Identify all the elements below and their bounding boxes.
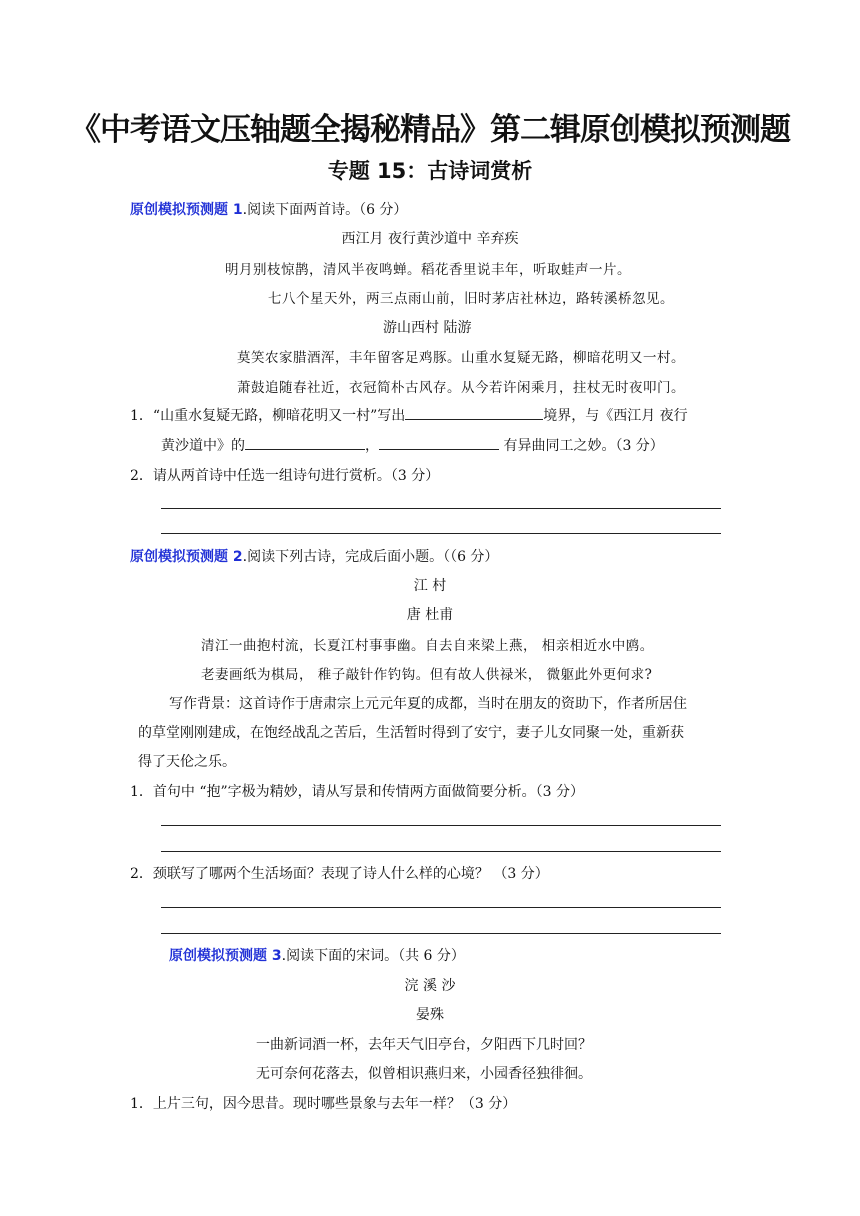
poem-title: 浣 溪 沙 (404, 978, 456, 994)
poem-1-line-2: 七八个星天外，两三点雨山前，旧时茅店社林边，路转溪桥忽见。 (268, 291, 674, 307)
question-2-sub-2: 2．颈联写了哪两个生活场面？表现了诗人什么样的心境？ （3 分） (130, 866, 549, 882)
question-1-sub-1-line-2: 黄沙道中》的 ， 有异曲同工之妙。（3 分） (161, 435, 664, 455)
question-1-sub-1-line-1: 1．“山重水复疑无路，柳暗花明又一村”写出 境界，与《西江月 夜行 (130, 405, 688, 425)
answer-line[interactable] (161, 825, 721, 826)
poem-line-1: 一曲新词酒一杯，去年天气旧亭台，夕阳西下几时回？ (256, 1037, 592, 1053)
question-2-intro: .阅读下列古诗，完成后面小题。（（6 分） (242, 549, 499, 565)
question-2-sub-1: 1．首句中 “抱”字极为精妙，请从写景和传情两方面做简要分析。（3 分） (130, 784, 585, 800)
document-title: 《中考语文压轴题全揭秘精品》第二辑原创模拟预测题 (70, 112, 790, 148)
poem-2-title: 游山西村 陆游 (383, 320, 472, 336)
question-2-label: 原创模拟预测题 2 (130, 549, 243, 565)
poem-2-line-2: 萧鼓追随春社近，衣冠简朴古风存。从今若许闲乘月，拄杖无时夜叩门。 (237, 380, 685, 396)
poem-1-title: 西江月 夜行黄沙道中 辛弃疾 (341, 231, 519, 247)
answer-blank-1[interactable] (405, 405, 543, 420)
question-1-sub-2: 2．请从两首诗中任选一组诗句进行赏析。（3 分） (130, 468, 440, 484)
question-3-label: 原创模拟预测题 3 (169, 948, 282, 964)
background-line-3: 得了天伦之乐。 (138, 754, 236, 770)
background-line-2: 的草堂刚刚建成，在饱经战乱之苦后，生活暂时得到了安宁，妻子儿女同聚一处，重新获 (138, 725, 684, 741)
question-1-label: 原创模拟预测题 1 (130, 202, 243, 218)
poem-1-line-1: 明月别枝惊鹊，清风半夜鸣蝉。稻花香里说丰年，听取蛙声一片。 (225, 262, 631, 278)
answer-line[interactable] (161, 851, 721, 852)
answer-blank-2[interactable] (245, 435, 365, 450)
poem-line-1: 清江一曲抱村流，长夏江村事事幽。自去自来梁上燕， 相亲相近水中鸥。 (201, 638, 654, 654)
question-1-heading (130, 199, 407, 219)
question-1-intro: .阅读下面两首诗。（6 分） (242, 202, 408, 218)
poem-2-line-1: 莫笑农家腊酒浑，丰年留客足鸡豚。山重水复疑无路，柳暗花明又一村。 (237, 350, 685, 366)
question-3-intro: .阅读下面的宋词。（共 6 分） (281, 948, 465, 964)
question-3-sub-1: 1．上片三句，因今思昔。现时哪些景象与去年一样？（3 分） (130, 1096, 517, 1112)
poem-line-2: 老妻画纸为棋局， 稚子敲针作钓钩。但有故人供禄米， 微躯此外更何求? (201, 667, 653, 683)
answer-blank-3[interactable] (379, 435, 499, 450)
question-2-heading (130, 546, 498, 566)
answer-line[interactable] (161, 907, 721, 908)
poem-line-2: 无可奈何花落去，似曾相识燕归来，小园香径独徘徊。 (256, 1066, 592, 1082)
background-line-1: 写作背景：这首诗作于唐肃宗上元元年夏的成都，当时在朋友的资助下，作者所居住 (169, 696, 687, 712)
poem-author: 唐 杜甫 (406, 607, 454, 623)
document-subtitle: 专题 15：古诗词赏析 (327, 159, 533, 183)
poem-author: 晏殊 (416, 1007, 444, 1023)
question-3-heading (169, 945, 465, 965)
answer-line[interactable] (161, 508, 721, 509)
answer-line[interactable] (161, 933, 721, 934)
poem-title: 江 村 (413, 578, 447, 594)
answer-line[interactable] (161, 533, 721, 534)
